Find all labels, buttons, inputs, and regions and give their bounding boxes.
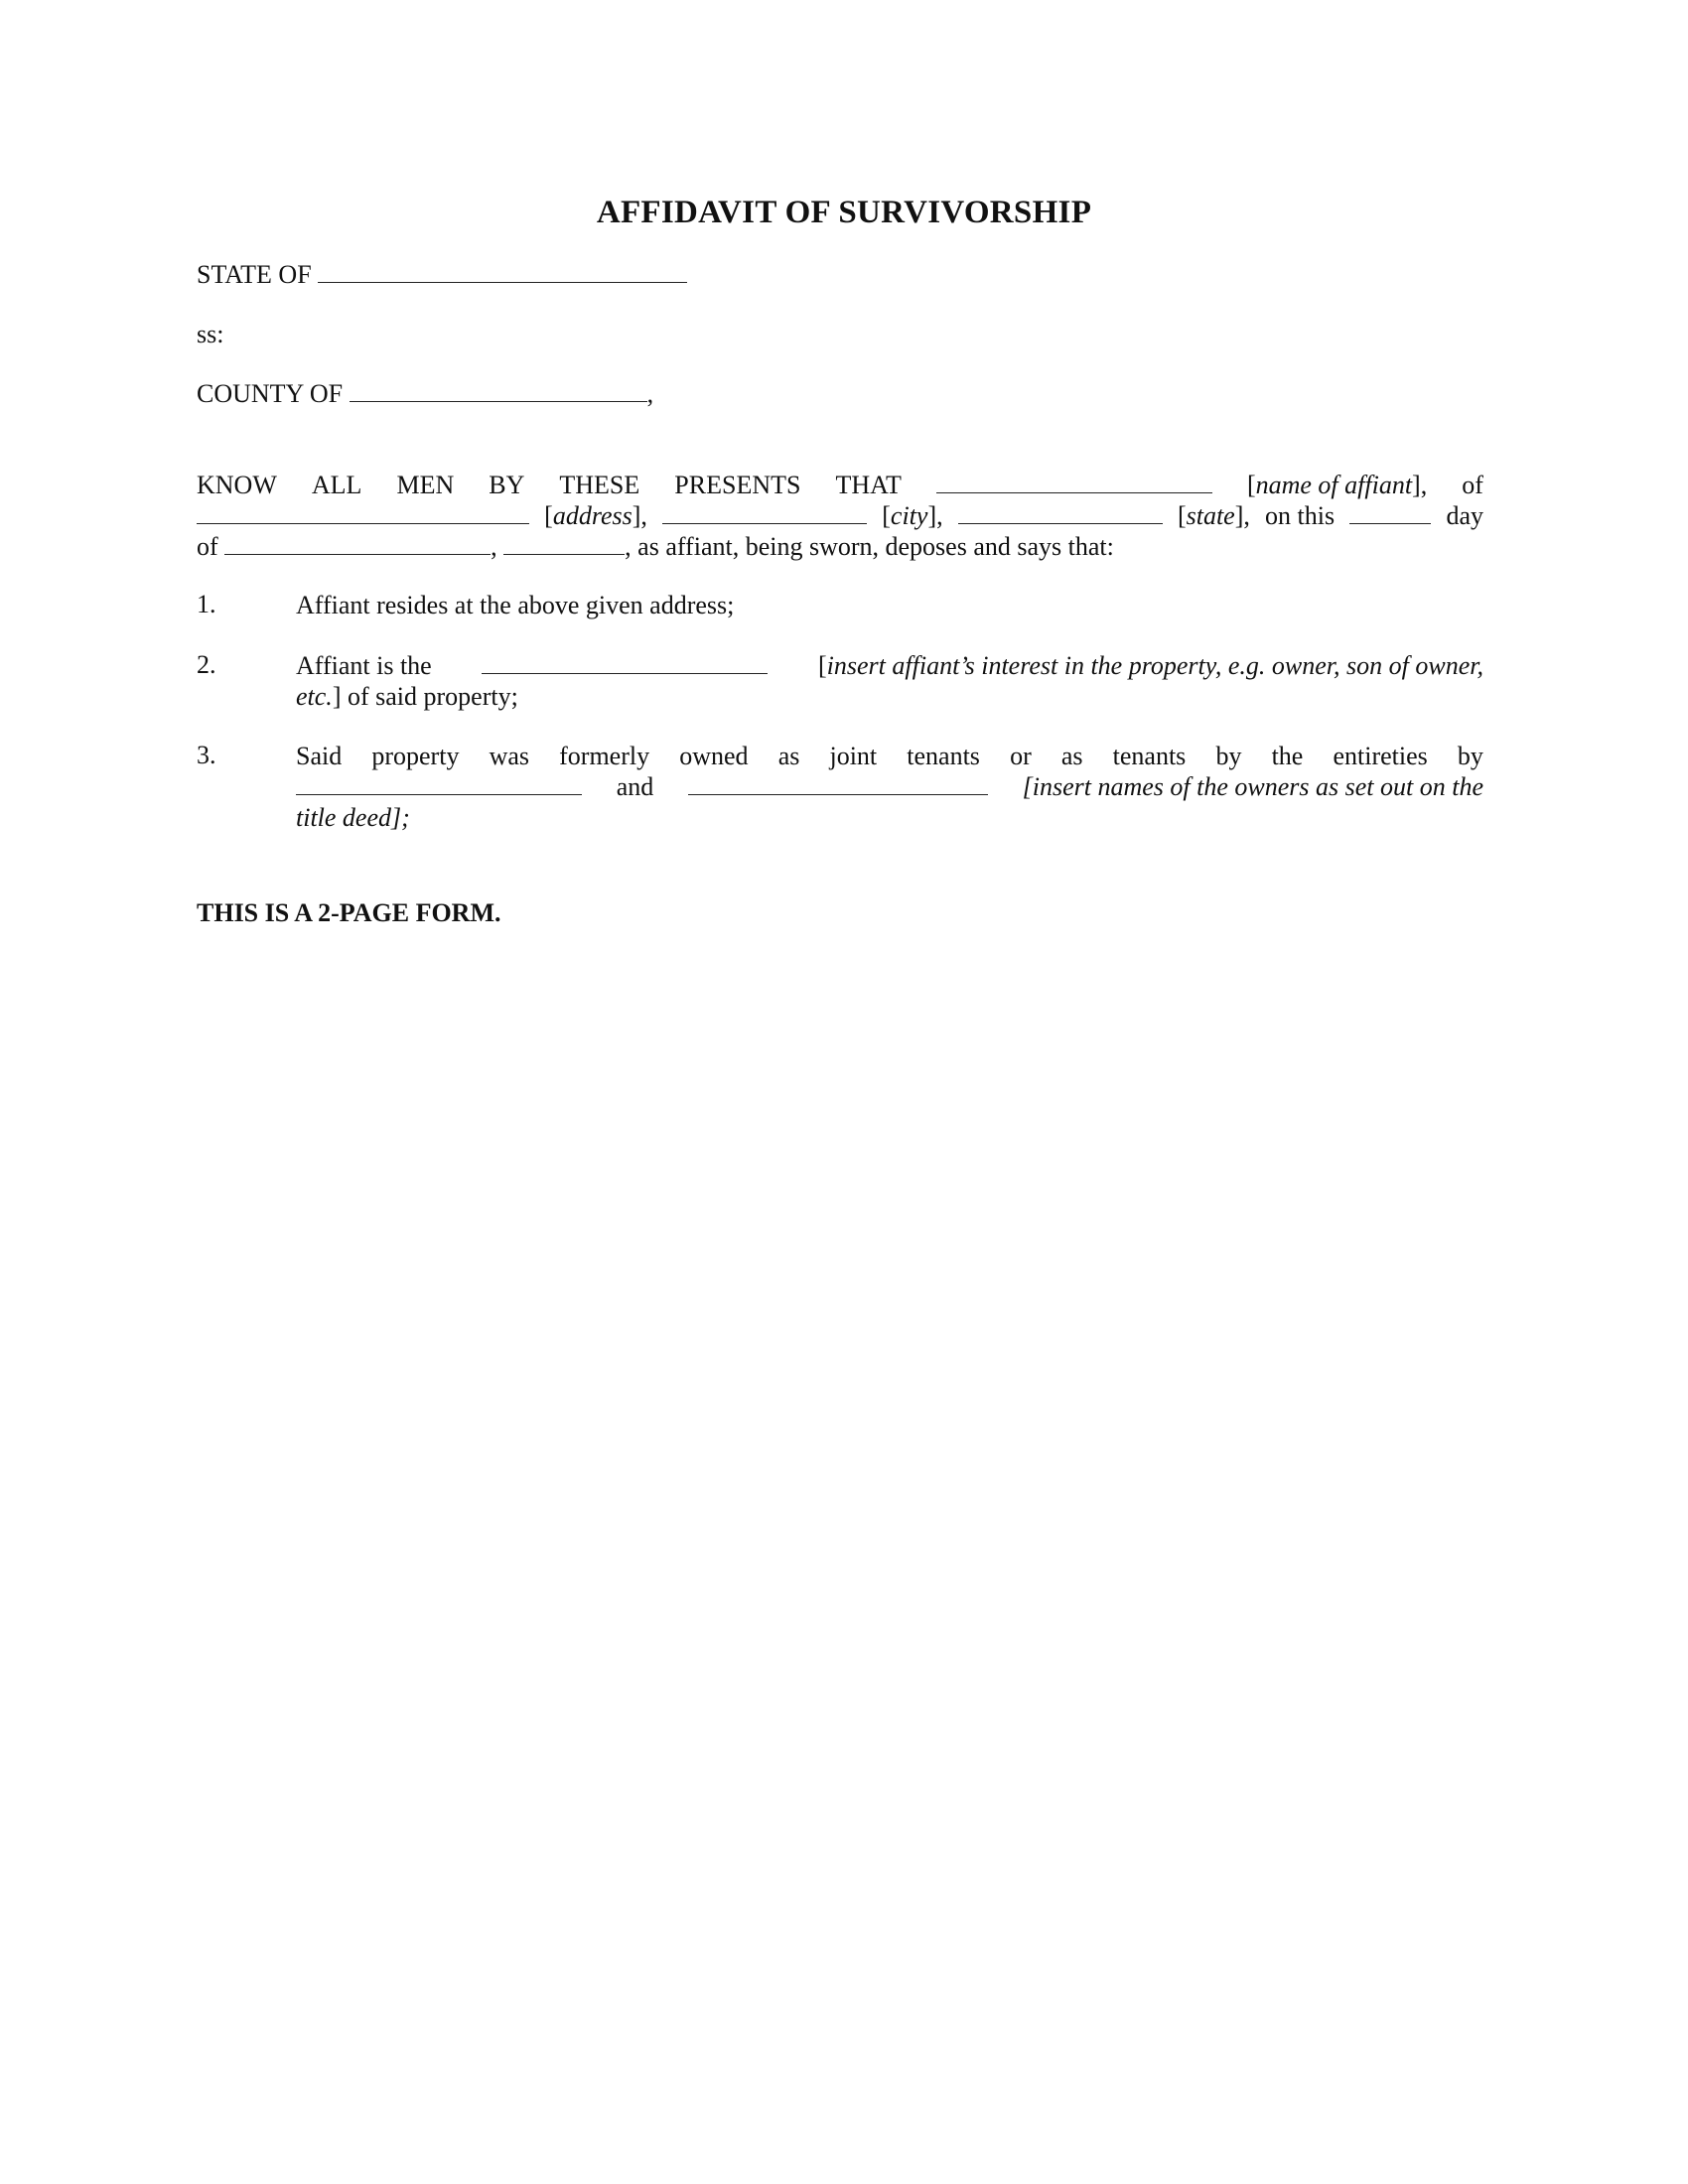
item-3-word: entireties <box>1333 742 1428 770</box>
item-3-text <box>296 741 1483 833</box>
address-hint: [address], <box>544 501 647 530</box>
owner-2-blank[interactable] <box>688 772 988 795</box>
interest-hint: [insert affiant’s interest in the property, e.g. owner, son of owner, <box>818 651 1483 680</box>
state-blank[interactable] <box>318 260 687 283</box>
item-3-word: the <box>1271 742 1304 770</box>
day-blank[interactable] <box>1349 501 1431 524</box>
item-1-number: 1. <box>197 590 216 618</box>
two-page-notice: THIS IS A 2-PAGE FORM. <box>197 898 501 927</box>
item-3-word: by <box>1215 742 1242 770</box>
item-3-word: tenants <box>907 742 980 770</box>
interest-blank[interactable] <box>482 651 768 674</box>
sworn-text: , as affiant, being sworn, deposes and says that: <box>625 532 1114 561</box>
affiant-name-blank[interactable] <box>936 471 1212 493</box>
item-3-word: property <box>371 742 460 770</box>
item-3-word: tenants <box>1112 742 1187 770</box>
owner-1-blank[interactable] <box>296 772 582 795</box>
item-2-prefix: Affiant is the <box>296 651 432 680</box>
intro-word: PRESENTS <box>674 471 801 499</box>
item-3-word: formerly <box>559 742 650 770</box>
item-3-word: owned <box>679 742 749 770</box>
intro-line-3: of , , as affiant, being sworn, deposes and says that: <box>197 532 1114 561</box>
item-3-and: and <box>616 772 654 801</box>
intro-line-1 <box>197 470 1483 500</box>
item-3-word: joint <box>829 742 878 770</box>
month-blank[interactable] <box>224 532 491 555</box>
county-comma: , <box>646 379 654 408</box>
ss-label: ss: <box>197 320 224 348</box>
state-hint: [state], <box>1177 501 1250 530</box>
item-1-text: Affiant resides at the above given address; <box>296 591 735 619</box>
owners-hint-end: title deed]; <box>296 803 410 832</box>
intro-word: of <box>197 532 218 561</box>
item-2-text <box>296 650 1483 712</box>
intro-word: ALL <box>311 471 362 499</box>
state-blank-2[interactable] <box>958 501 1163 524</box>
city-hint: [city], <box>882 501 943 530</box>
intro-word: KNOW <box>197 471 277 499</box>
item-3-word: as <box>1060 742 1083 770</box>
city-blank[interactable] <box>662 501 867 524</box>
intro-word: BY <box>489 471 525 499</box>
county-line <box>197 379 653 409</box>
item-3-number: 3. <box>197 741 216 769</box>
intro-paragraph <box>197 470 1483 562</box>
item-3-word: was <box>489 742 530 770</box>
item-3-word: Said <box>296 742 343 770</box>
item-3-word: by <box>1457 742 1483 770</box>
year-blank[interactable] <box>503 532 625 555</box>
county-blank[interactable] <box>350 379 647 402</box>
address-blank[interactable] <box>197 501 529 524</box>
interest-hint-end: etc. <box>296 682 333 711</box>
item-3-word: as <box>777 742 800 770</box>
item-2-number: 2. <box>197 650 216 679</box>
intro-word: of <box>1462 471 1483 499</box>
intro-word: THESE <box>559 471 640 499</box>
intro-word: on this <box>1265 501 1336 530</box>
intro-line-2 <box>197 500 1483 531</box>
affiant-name-hint: [name of affiant], <box>1246 471 1428 499</box>
state-label: STATE OF <box>197 260 312 289</box>
item-2-suffix: ] of said property; <box>332 682 518 711</box>
intro-word: THAT <box>835 471 902 499</box>
document-title: AFFIDAVIT OF SURVIVORSHIP <box>596 195 1092 230</box>
owners-hint: [insert names of the owners as set out on the <box>1022 772 1483 801</box>
county-label: COUNTY OF <box>197 379 344 408</box>
state-line <box>197 260 687 290</box>
intro-word: day <box>1446 501 1483 530</box>
item-3-word: or <box>1010 742 1032 770</box>
intro-word: MEN <box>396 471 455 499</box>
